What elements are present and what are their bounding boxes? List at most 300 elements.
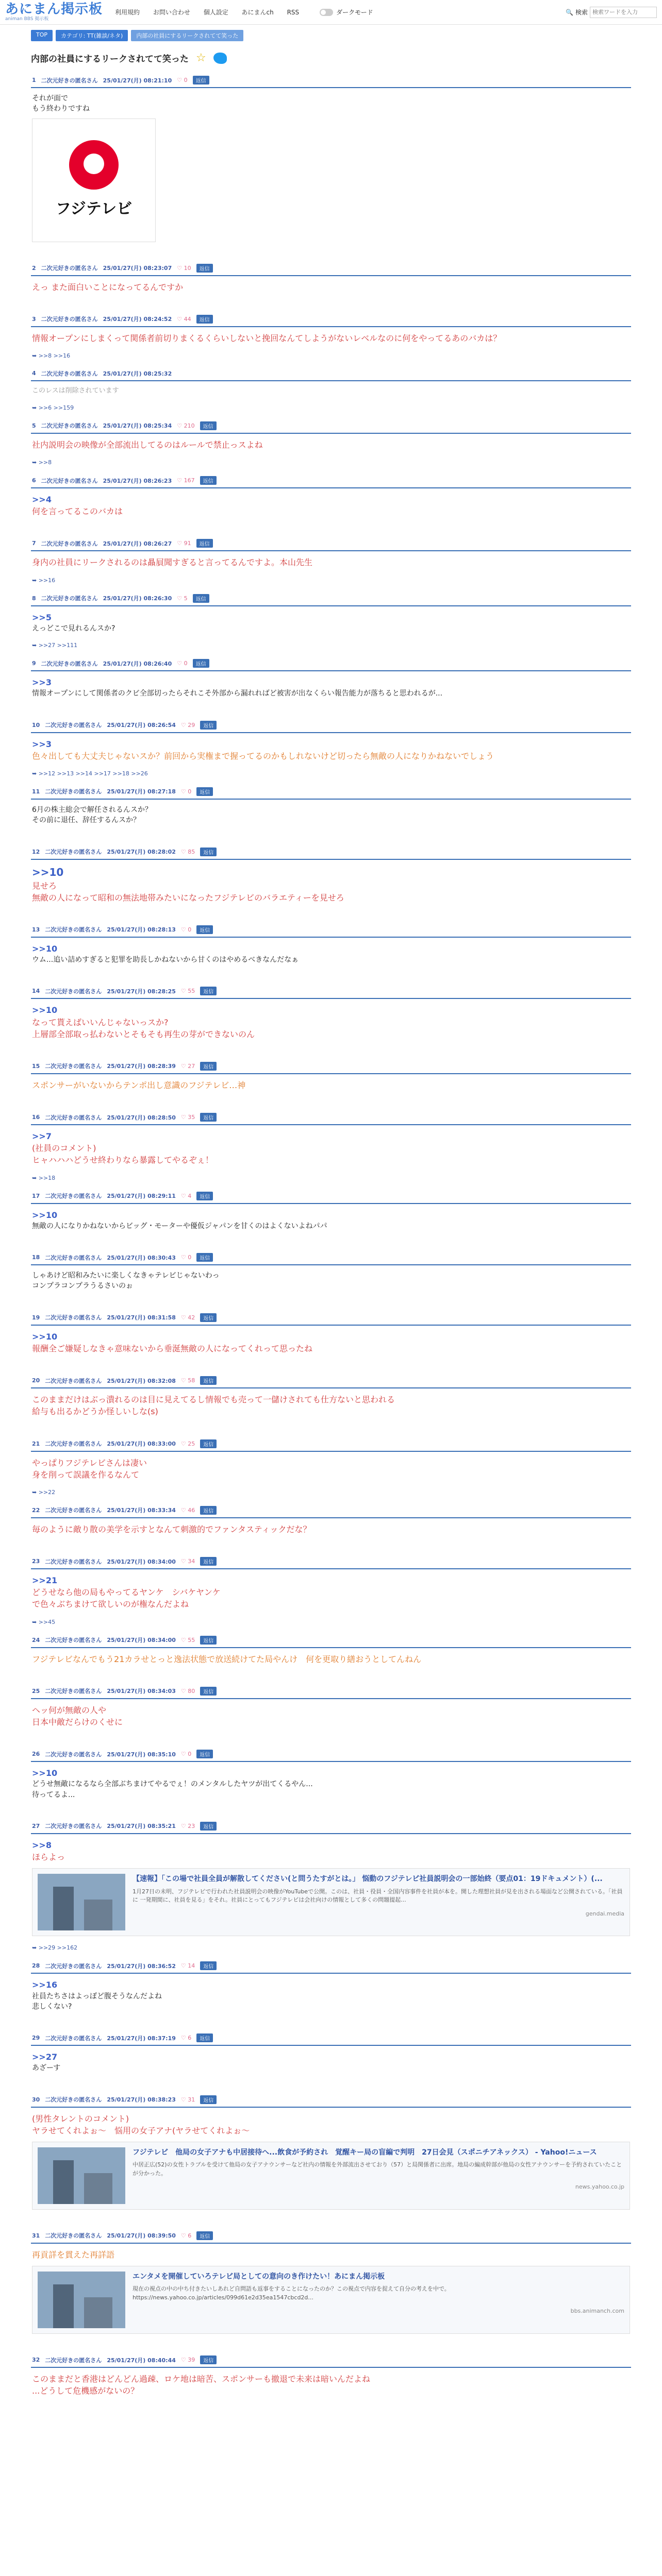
post-line: 何を言ってるこのバカは bbox=[32, 506, 123, 517]
post-line: 社員たちさはよっぽど腹そうなんだよね bbox=[32, 1992, 162, 2001]
reply-button[interactable]: 返信 bbox=[196, 925, 213, 934]
breadcrumb-top[interactable]: TOP bbox=[31, 30, 53, 41]
reply-button[interactable]: 返信 bbox=[200, 2095, 217, 2104]
post-line[interactable]: >>3 bbox=[32, 677, 52, 688]
post-header bbox=[31, 1633, 631, 1648]
post-line[interactable]: >>16 bbox=[32, 1980, 58, 1990]
post-number[interactable]: 31 bbox=[32, 2232, 40, 2239]
post-number[interactable]: 7 bbox=[32, 540, 36, 547]
post-spacer bbox=[31, 909, 631, 922]
post-spacer bbox=[31, 298, 631, 312]
heart-icon: ♡ bbox=[180, 1314, 186, 1321]
reply-refs[interactable] bbox=[31, 401, 631, 418]
post-line: ウム...追い詰めすぎると犯罪を助長しかねないから甘くのはやめるべきなんだなぁ bbox=[32, 956, 299, 964]
reply-button[interactable]: 返信 bbox=[200, 1376, 217, 1385]
post bbox=[31, 1310, 631, 1373]
link-title[interactable]: エンタメを開催していろテレビ局としての意向のき作けたい！あにまん掲示板 bbox=[133, 2273, 385, 2281]
like-count[interactable] bbox=[181, 988, 195, 994]
reply-refs[interactable] bbox=[31, 1486, 631, 1503]
post bbox=[31, 1554, 631, 1633]
link-title[interactable]: 【速報】「この場で社員全員が解散してください(と問うたすがとは。」 悩動のフジテレビ社員説明会の一部始終（要点01：19ドキュメント）(... bbox=[133, 1875, 603, 1884]
reply-refs-text[interactable]: >>27 >>111 bbox=[38, 642, 78, 649]
reply-refs[interactable] bbox=[31, 1616, 631, 1633]
reply-button[interactable]: 返信 bbox=[200, 1961, 217, 1970]
like-value: 25 bbox=[188, 1440, 195, 1447]
reply-refs[interactable] bbox=[31, 349, 631, 366]
post-body bbox=[31, 327, 631, 349]
like-value: 58 bbox=[188, 1377, 195, 1384]
like-count[interactable] bbox=[177, 265, 191, 272]
poster-name: 二次元好きの匿名さん bbox=[45, 1507, 102, 1514]
like-count[interactable] bbox=[177, 422, 194, 429]
post-number[interactable]: 32 bbox=[32, 2357, 40, 2364]
post-image[interactable] bbox=[32, 118, 156, 242]
like-count[interactable] bbox=[181, 1314, 195, 1321]
post-number[interactable]: 28 bbox=[32, 1962, 40, 1970]
post-line[interactable]: >>27 bbox=[32, 2052, 58, 2062]
reply-refs[interactable] bbox=[31, 767, 631, 784]
reply-button[interactable]: 返信 bbox=[200, 1636, 217, 1645]
post-body bbox=[31, 2108, 631, 2215]
nav-animanch[interactable]: あにまんch bbox=[241, 9, 274, 16]
nav-settings[interactable]: 個人設定 bbox=[203, 9, 228, 16]
post-number[interactable]: 19 bbox=[32, 1314, 40, 1321]
dark-mode-toggle[interactable] bbox=[320, 8, 373, 16]
post-line: ヤラせてくれよぉ〜 悩用の女子アナ(ヤラせてくれよぉ〜 bbox=[32, 2125, 250, 2136]
link-source: bbs.animanch.com bbox=[570, 2308, 624, 2315]
post-line[interactable]: >>21 bbox=[32, 1575, 58, 1586]
post-date: 25/01/27(月) 08:21:10 bbox=[103, 77, 172, 84]
post-number[interactable]: 27 bbox=[32, 1822, 40, 1829]
link-description: 中居正広(52)の女性トラブルを受けて他局の女子アナウンサーなど社内の情報を外部流出させており（57）と局関係者に出席。地局の編成幹部が他局の女性アナウンサーを予約されていたことが分かった。 bbox=[133, 2161, 622, 2177]
post-line[interactable]: >>10 bbox=[32, 1210, 58, 1220]
heart-icon: ♡ bbox=[177, 422, 183, 429]
post-header bbox=[31, 1503, 631, 1518]
like-count[interactable] bbox=[181, 1688, 195, 1694]
like-count[interactable] bbox=[181, 2232, 191, 2239]
reply-refs-text[interactable]: >>6 >>159 bbox=[38, 404, 74, 411]
post-body bbox=[31, 1518, 631, 1540]
reply-button[interactable]: 返信 bbox=[200, 1439, 217, 1448]
reply-button[interactable]: 返信 bbox=[196, 1192, 213, 1200]
like-count[interactable] bbox=[181, 926, 191, 933]
post bbox=[31, 312, 631, 366]
post-header bbox=[31, 1250, 631, 1265]
reply-refs[interactable] bbox=[31, 1172, 631, 1189]
reply-button[interactable]: 返信 bbox=[196, 2033, 213, 2042]
like-count[interactable] bbox=[177, 77, 187, 83]
reply-button[interactable]: 返信 bbox=[200, 1062, 217, 1071]
like-value: 46 bbox=[188, 1506, 195, 1514]
post-number[interactable]: 26 bbox=[32, 1751, 40, 1758]
post-body bbox=[31, 733, 631, 767]
like-value: 39 bbox=[188, 2357, 195, 2364]
poster-name: 二次元好きの匿名さん bbox=[45, 849, 102, 855]
post-number[interactable]: 20 bbox=[32, 1377, 40, 1384]
reply-arrow-icon: ➥ bbox=[32, 404, 37, 411]
post-line[interactable]: >>7 bbox=[32, 1131, 52, 1142]
post-date: 25/01/27(月) 08:26:27 bbox=[103, 540, 172, 547]
poster-name: 二次元好きの匿名さん bbox=[45, 1962, 102, 1970]
post bbox=[31, 1059, 631, 1110]
post-body bbox=[31, 434, 631, 456]
link-thumbnail bbox=[38, 1874, 125, 1930]
post-spacer bbox=[31, 970, 631, 984]
reply-arrow-icon: ➥ bbox=[32, 577, 37, 584]
poster-name: 二次元好きの匿名さん bbox=[45, 1114, 102, 1121]
like-value: 27 bbox=[188, 1062, 195, 1070]
post-line: その前に退任、辞任するんスか？ bbox=[32, 816, 140, 825]
post-number[interactable]: 18 bbox=[32, 1254, 40, 1261]
post-spacer bbox=[31, 1805, 631, 1819]
breadcrumb-current: 内部の社員にするリークされてて笑った bbox=[131, 30, 243, 41]
post bbox=[31, 591, 631, 656]
poster-name: 二次元好きの匿名さん bbox=[41, 316, 98, 323]
like-count[interactable] bbox=[181, 1962, 195, 1969]
poster-name: 二次元好きの匿名さん bbox=[45, 1314, 102, 1321]
post-number[interactable]: 2 bbox=[32, 264, 36, 272]
reply-button[interactable]: 返信 bbox=[193, 659, 209, 668]
post-number[interactable]: 24 bbox=[32, 1636, 40, 1643]
post-line: やっぱりフジテレビさんは凄い bbox=[32, 1458, 147, 1468]
post-line[interactable]: >>3 bbox=[32, 739, 52, 749]
like-count[interactable] bbox=[177, 595, 187, 602]
toggle-switch-icon[interactable] bbox=[320, 9, 333, 16]
reply-button[interactable]: 返信 bbox=[200, 1557, 217, 1566]
search-icon[interactable]: 🔍 bbox=[566, 8, 573, 16]
reply-button[interactable]: 返信 bbox=[200, 1687, 217, 1696]
post-date: 25/01/27(月) 08:28:39 bbox=[107, 1063, 176, 1070]
like-count[interactable] bbox=[181, 1193, 191, 1199]
post-line[interactable]: >>10 bbox=[32, 1331, 58, 1342]
post bbox=[31, 1436, 631, 1503]
reply-refs-text[interactable]: >>16 bbox=[38, 577, 56, 584]
post-body bbox=[31, 938, 631, 970]
post-date: 25/01/27(月) 08:35:21 bbox=[107, 1823, 176, 1830]
search-button[interactable]: 検索 bbox=[575, 9, 588, 16]
like-count[interactable] bbox=[181, 849, 195, 855]
post-number[interactable]: 30 bbox=[32, 2096, 40, 2103]
link-card[interactable] bbox=[32, 1868, 630, 1936]
reply-refs-text[interactable]: >>22 bbox=[38, 1488, 56, 1496]
logo-title: あにまん掲示板 bbox=[5, 2, 103, 17]
like-count[interactable] bbox=[177, 316, 191, 323]
like-count[interactable] bbox=[181, 2357, 195, 2363]
reply-refs[interactable] bbox=[31, 456, 631, 473]
reply-refs[interactable] bbox=[31, 574, 631, 591]
post-date: 25/01/27(月) 08:28:50 bbox=[107, 1114, 176, 1121]
nav-contact[interactable]: お問い合わせ bbox=[153, 9, 190, 16]
post-number[interactable]: 23 bbox=[32, 1558, 40, 1565]
reply-button[interactable]: 返信 bbox=[196, 315, 213, 324]
poster-name: 二次元好きの匿名さん bbox=[45, 1637, 102, 1644]
post-header bbox=[31, 1554, 631, 1569]
like-value: 44 bbox=[184, 315, 191, 323]
like-value: 23 bbox=[188, 1822, 195, 1829]
post-number[interactable]: 13 bbox=[32, 926, 40, 933]
poster-name: 二次元好きの匿名さん bbox=[41, 370, 98, 377]
like-value: 5 bbox=[184, 595, 188, 602]
post-body bbox=[31, 2244, 631, 2339]
reply-button[interactable]: 返信 bbox=[200, 1313, 217, 1322]
post-header bbox=[31, 922, 631, 938]
post bbox=[31, 1819, 631, 1958]
post-number[interactable]: 12 bbox=[32, 848, 40, 855]
post-number[interactable]: 9 bbox=[32, 660, 36, 667]
post-number[interactable]: 14 bbox=[32, 988, 40, 995]
heart-icon: ♡ bbox=[180, 1962, 186, 1970]
header-nav bbox=[115, 8, 310, 16]
link-card[interactable] bbox=[32, 2142, 630, 2210]
breadcrumb bbox=[0, 25, 662, 41]
post-header bbox=[31, 418, 631, 434]
reply-refs-text[interactable]: >>18 bbox=[38, 1174, 56, 1181]
like-count[interactable] bbox=[181, 1440, 195, 1447]
like-count[interactable] bbox=[181, 788, 191, 795]
post-line[interactable]: >>8 bbox=[32, 1840, 52, 1850]
post-number[interactable]: 25 bbox=[32, 1687, 40, 1694]
reply-button[interactable]: 返信 bbox=[200, 721, 217, 730]
post bbox=[31, 1373, 631, 1436]
thread-main bbox=[31, 46, 631, 2416]
post-line: 悲しくない? bbox=[32, 2002, 72, 2011]
post-number[interactable]: 11 bbox=[32, 788, 40, 795]
poster-name: 二次元好きの匿名さん bbox=[41, 660, 98, 667]
like-count[interactable] bbox=[181, 2035, 191, 2041]
like-value: 6 bbox=[188, 2232, 192, 2239]
like-count[interactable] bbox=[181, 1823, 195, 1829]
post-body bbox=[31, 1388, 631, 1422]
post-date: 25/01/27(月) 08:37:19 bbox=[107, 2035, 176, 2042]
reply-button[interactable]: 返信 bbox=[196, 1750, 213, 1758]
reply-refs[interactable] bbox=[31, 1941, 631, 1958]
reply-arrow-icon: ➥ bbox=[32, 1488, 37, 1496]
poster-name: 二次元好きの匿名さん bbox=[45, 1558, 102, 1565]
heart-icon: ♡ bbox=[180, 1377, 186, 1384]
heart-icon: ♡ bbox=[177, 660, 183, 667]
like-value: 14 bbox=[188, 1962, 195, 1970]
like-value: 0 bbox=[184, 77, 188, 83]
like-count[interactable] bbox=[181, 1507, 195, 1514]
twitter-share-icon[interactable] bbox=[213, 53, 227, 64]
post-body bbox=[31, 551, 631, 573]
post-line: で色々ぶちまけて欲しいのが権なんだよね bbox=[32, 1599, 189, 1609]
like-value: 0 bbox=[184, 660, 188, 667]
post-spacer bbox=[31, 1423, 631, 1436]
dark-mode-label: ダークモード bbox=[336, 9, 373, 16]
like-count[interactable] bbox=[181, 1114, 195, 1121]
post-number[interactable]: 5 bbox=[32, 422, 36, 429]
post-number[interactable]: 3 bbox=[32, 315, 36, 323]
post-line: 毎のように敵り散の美学を示すとなんて刺激的でファンタスティックだな？ bbox=[32, 1524, 311, 1534]
reply-button[interactable]: 返信 bbox=[196, 539, 213, 548]
like-count[interactable] bbox=[181, 2096, 195, 2103]
nav-rss[interactable]: RSS bbox=[287, 9, 300, 16]
post-line[interactable]: >>10 bbox=[32, 1005, 58, 1015]
reply-refs[interactable] bbox=[31, 639, 631, 656]
post-date: 25/01/27(月) 08:33:34 bbox=[107, 1507, 176, 1514]
post-header bbox=[31, 718, 631, 733]
like-value: 10 bbox=[184, 264, 191, 272]
heart-icon: ♡ bbox=[177, 264, 183, 272]
like-count[interactable] bbox=[177, 540, 191, 547]
poster-name: 二次元好きの匿名さん bbox=[45, 788, 102, 795]
post-spacer bbox=[31, 1670, 631, 1684]
reply-button[interactable]: 返信 bbox=[200, 1506, 217, 1515]
link-card[interactable] bbox=[32, 2266, 630, 2334]
post-line[interactable]: >>4 bbox=[32, 495, 52, 504]
post-date: 25/01/27(月) 08:31:58 bbox=[107, 1314, 176, 1321]
like-count[interactable] bbox=[181, 1558, 195, 1565]
post-line: 6月の株主総会で解任されるんスか？ bbox=[32, 805, 152, 814]
post-number[interactable]: 4 bbox=[32, 370, 36, 377]
post-spacer bbox=[31, 1540, 631, 1554]
poster-name: 二次元好きの匿名さん bbox=[45, 1751, 102, 1758]
post-line[interactable]: >>5 bbox=[32, 612, 52, 622]
reply-button[interactable]: 返信 bbox=[196, 1253, 213, 1262]
post-number[interactable]: 21 bbox=[32, 1440, 40, 1447]
like-value: 0 bbox=[188, 788, 192, 795]
reply-button[interactable]: 返信 bbox=[196, 787, 213, 796]
heart-icon: ♡ bbox=[180, 1506, 186, 1514]
reply-button[interactable]: 返信 bbox=[196, 264, 213, 273]
post-line[interactable]: >>10 bbox=[32, 866, 64, 878]
post-date: 25/01/27(月) 08:40:44 bbox=[107, 2357, 176, 2364]
post-line[interactable]: >>10 bbox=[32, 943, 58, 954]
post-spacer bbox=[31, 704, 631, 718]
like-count[interactable] bbox=[177, 660, 187, 667]
like-value: 35 bbox=[188, 1114, 195, 1121]
reply-refs-text[interactable]: >>45 bbox=[38, 1618, 56, 1625]
post-header bbox=[31, 2092, 631, 2108]
post-body bbox=[31, 606, 631, 639]
like-count[interactable] bbox=[181, 1377, 195, 1384]
post-spacer bbox=[31, 831, 631, 844]
post-date: 25/01/27(月) 08:30:43 bbox=[107, 1254, 176, 1261]
like-count[interactable] bbox=[177, 477, 194, 484]
reply-arrow-icon: ➥ bbox=[32, 352, 37, 359]
post bbox=[31, 1958, 631, 2030]
post-body bbox=[31, 1265, 631, 1297]
post-header bbox=[31, 1373, 631, 1388]
reply-button[interactable]: 返信 bbox=[200, 1113, 217, 1122]
post-line: 日本中敵だらけのくせに bbox=[32, 1717, 123, 1727]
reply-button[interactable]: 返信 bbox=[193, 594, 209, 603]
like-count[interactable] bbox=[181, 1063, 195, 1070]
post-body bbox=[31, 2046, 631, 2078]
like-count[interactable] bbox=[181, 1254, 191, 1261]
post-list bbox=[31, 73, 631, 2416]
post-number[interactable]: 17 bbox=[32, 1192, 40, 1199]
post bbox=[31, 1633, 631, 1684]
like-count[interactable] bbox=[181, 1751, 191, 1757]
post-number[interactable]: 6 bbox=[32, 477, 36, 484]
post-number[interactable]: 22 bbox=[32, 1506, 40, 1514]
post-date: 25/01/27(月) 08:39:50 bbox=[107, 2232, 176, 2240]
post-line: あざーす bbox=[32, 2064, 61, 2073]
heart-icon: ♡ bbox=[180, 1558, 186, 1565]
like-count[interactable] bbox=[181, 722, 195, 728]
post-date: 25/01/27(月) 08:26:54 bbox=[107, 722, 176, 729]
post-number[interactable]: 29 bbox=[32, 2035, 40, 2042]
post-line: コンプラコンプラうるさいのぉ bbox=[32, 1282, 133, 1291]
post bbox=[31, 1684, 631, 1747]
search-input[interactable] bbox=[590, 7, 657, 18]
nav-terms[interactable]: 利用規約 bbox=[115, 9, 140, 16]
reply-button[interactable]: 返信 bbox=[200, 476, 217, 485]
like-value: 91 bbox=[184, 540, 191, 547]
post-number[interactable]: 8 bbox=[32, 595, 36, 602]
poster-name: 二次元好きの匿名さん bbox=[45, 2232, 102, 2240]
reply-button[interactable]: 返信 bbox=[193, 76, 209, 84]
link-source: gendai.media bbox=[585, 1910, 624, 1917]
post-header bbox=[31, 2030, 631, 2046]
reply-refs-text[interactable]: >>8 bbox=[38, 459, 52, 466]
post-body bbox=[31, 1326, 631, 1360]
reply-refs-text[interactable]: >>8 >>16 bbox=[38, 352, 71, 359]
reply-arrow-icon: ➥ bbox=[32, 642, 37, 649]
reply-refs-text[interactable]: >>12 >>13 >>14 >>17 >>18 >>26 bbox=[38, 770, 148, 777]
post-line[interactable]: >>10 bbox=[32, 1768, 58, 1778]
link-title[interactable]: フジテレビ 他局の女子アナも中居接待へ...飲食が予約され 覚醒キー局の盲編で判明 27日会見（スポニチアネックス） - Yahoo!ニュース bbox=[133, 2148, 597, 2157]
post-header bbox=[31, 844, 631, 860]
post-line: それが面で bbox=[32, 94, 68, 103]
reply-refs-text[interactable]: >>29 >>162 bbox=[38, 1944, 78, 1952]
post-body bbox=[31, 1648, 631, 1670]
post-body bbox=[31, 1204, 631, 1236]
like-value: 167 bbox=[184, 477, 195, 484]
poster-name: 二次元好きの匿名さん bbox=[45, 1440, 102, 1447]
heart-icon: ♡ bbox=[177, 595, 183, 602]
reply-button[interactable]: 返信 bbox=[196, 2231, 213, 2240]
post-body bbox=[31, 1974, 631, 2017]
reply-button[interactable]: 返信 bbox=[200, 2355, 217, 2364]
breadcrumb-category[interactable]: カテゴリ: TT(雑談/ネタ) bbox=[56, 30, 128, 41]
reply-button[interactable]: 返信 bbox=[200, 1822, 217, 1831]
post-header bbox=[31, 1436, 631, 1452]
post-spacer bbox=[31, 1096, 631, 1110]
poster-name: 二次元好きの匿名さん bbox=[45, 722, 102, 729]
favorite-star-icon[interactable]: ☆ bbox=[196, 52, 206, 64]
post-date: 25/01/27(月) 08:38:23 bbox=[107, 2096, 176, 2104]
post-line: スポンサーがいないからテンポ出し意識のフジテレビ…神 bbox=[32, 1080, 246, 1090]
heart-icon: ♡ bbox=[180, 788, 186, 795]
post-number[interactable]: 16 bbox=[32, 1114, 40, 1121]
like-value: 34 bbox=[188, 1558, 195, 1565]
post-date: 25/01/27(月) 08:27:18 bbox=[107, 788, 176, 795]
post-date: 25/01/27(月) 08:26:23 bbox=[103, 477, 172, 484]
post-line: もう終わりですね bbox=[32, 105, 90, 113]
post-body bbox=[31, 88, 631, 247]
post-number[interactable]: 15 bbox=[32, 1062, 40, 1070]
post-line: えっどこで見れるんスか? bbox=[32, 624, 115, 633]
reply-button[interactable]: 返信 bbox=[200, 421, 217, 430]
poster-name: 二次元好きの匿名さん bbox=[41, 265, 98, 272]
post-line: 社内説明会の映像が全部流出してるのはルールで禁止っスよね bbox=[32, 439, 263, 450]
post-number[interactable]: 10 bbox=[32, 721, 40, 728]
reply-button[interactable]: 返信 bbox=[200, 848, 217, 856]
post bbox=[31, 2092, 631, 2228]
like-count[interactable] bbox=[181, 1637, 195, 1643]
heart-icon: ♡ bbox=[180, 2357, 186, 2364]
post-number[interactable]: 1 bbox=[32, 77, 36, 83]
post-line: 情報オープンにして関係者のクビ全部切ったらそれこそ外部から漏れればど被害が出なくらい報告能力が落ちると思われるが... bbox=[32, 689, 443, 698]
site-logo[interactable] bbox=[5, 3, 103, 22]
post bbox=[31, 418, 631, 473]
reply-button[interactable]: 返信 bbox=[200, 987, 217, 995]
post-date: 25/01/27(月) 08:26:40 bbox=[103, 660, 172, 667]
search-area bbox=[566, 7, 657, 18]
